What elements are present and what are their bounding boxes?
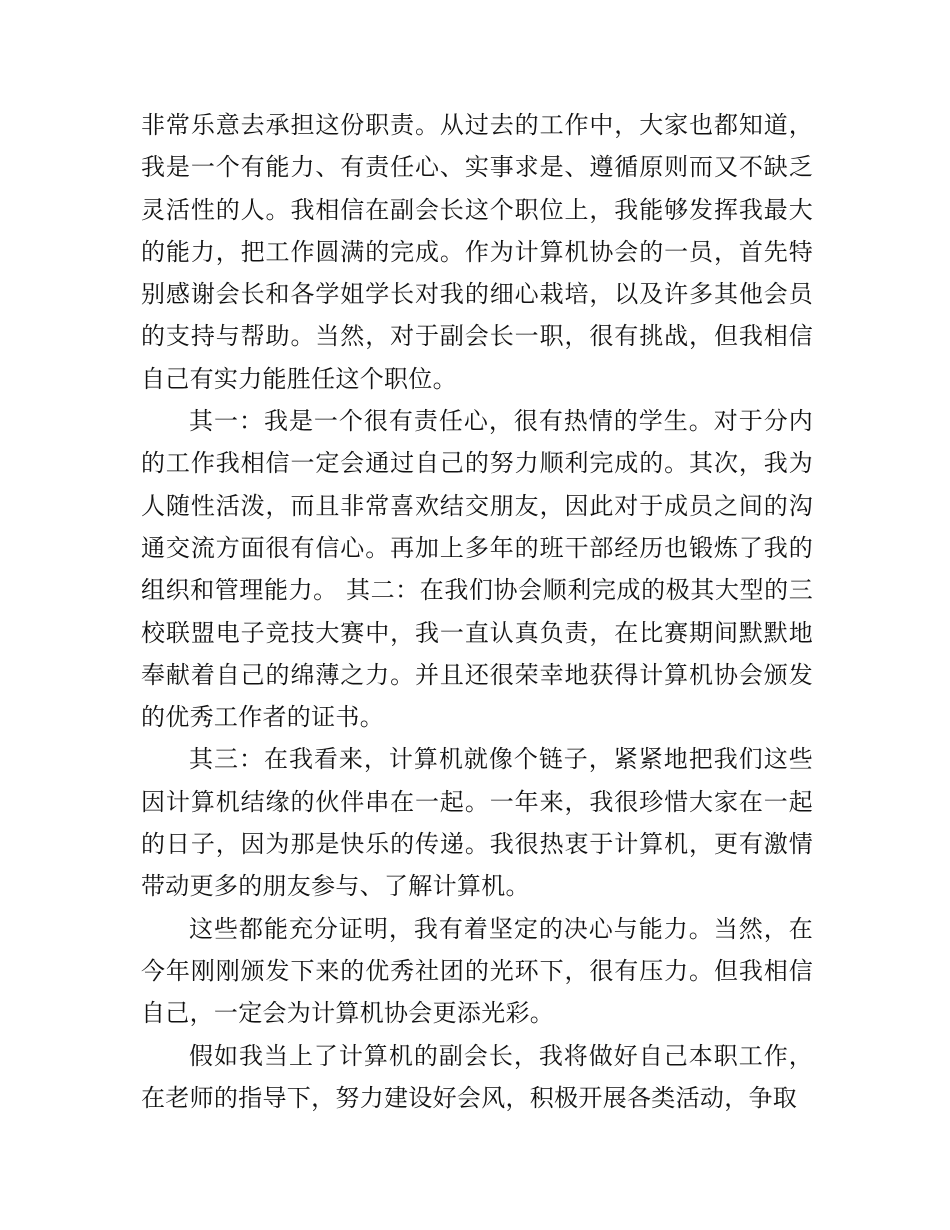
paragraph-1: 非常乐意去承担这份职责。从过去的工作中，大家也都知道，我是一个有能力、有责任心、实事求是、遵循原则而又不缺乏灵活性的人。我相信在副会长这个职位上，我能够发挥我最大的能力，把工作圆满的完成。作为计算机协会的一员，首先特别感谢会长和各学姐学长对我的细心栽培，以及许多其他会员的支持与帮助。当然，对于副会长一职，很有挑战，但我相信自己有实力能胜任这个职位。 xyxy=(141,111,813,393)
paragraph-2: 其一：我是一个很有责任心，很有热情的学生。对于分内的工作我相信一定会通过自己的努力顺利完成的。其次，我为人随性活泼，而且非常喜欢结交朋友，因此对于成员之间的沟通交流方面很有信心。再加上多年的班干部经历也锻炼了我的组织和管理能力。 其二：在我们协会顺利完成的极其大型的三校联盟电子竞技大赛中，我一直认真负责，在比赛期间默默地奉献着自己的绵薄之力。并且还很荣幸地获得计算机协会颁发的优秀工作者的证书。 xyxy=(141,407,813,732)
paragraph-5: 假如我当上了计算机的副会长，我将做好自己本职工作，在老师的指导下，努力建设好会风，积极开展各类活动，争取 xyxy=(141,1041,813,1112)
paragraph-4: 这些都能充分证明，我有着坚定的决心与能力。当然，在今年刚刚颁发下来的优秀社团的光环下，很有压力。但我相信自己，一定会为计算机协会更添光彩。 xyxy=(141,914,813,1028)
paragraph-3: 其三：在我看来，计算机就像个链子，紧紧地把我们这些因计算机结缘的伙伴串在一起。一年来，我很珍惜大家在一起的日子，因为那是快乐的传递。我很热衷于计算机，更有激情带动更多的朋友参与、了解计算机。 xyxy=(141,745,813,901)
document-body xyxy=(141,104,813,1119)
